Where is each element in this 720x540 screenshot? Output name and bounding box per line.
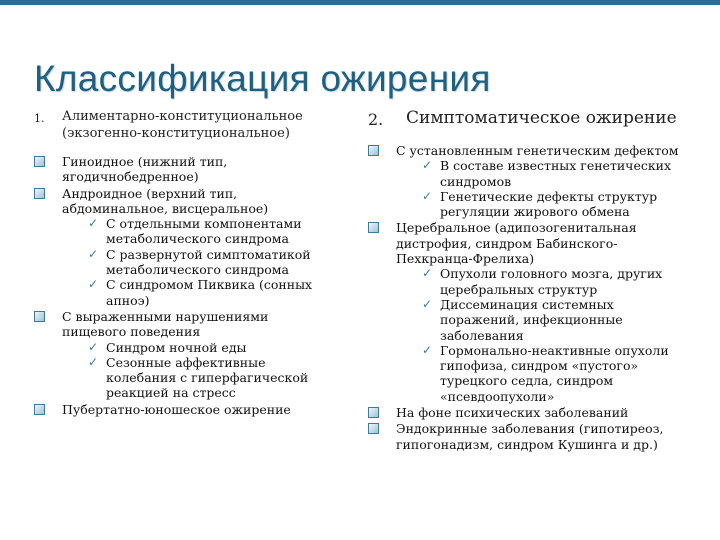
checkmark-icon: ✓: [88, 277, 99, 292]
square-bullet-icon: [368, 222, 379, 233]
left-heading-text: Алиментарно-конституциональное (экзогенно-конституциональное): [62, 109, 303, 141]
right-heading-text: Симптоматическое ожирение: [406, 108, 677, 128]
checkmark-icon: ✓: [88, 246, 99, 261]
list-item-text: С установленным генетическим дефектом: [396, 143, 679, 158]
left-heading: [34, 108, 334, 142]
left-column: [34, 108, 334, 418]
right-column: [368, 108, 688, 453]
sub-list: [62, 340, 334, 401]
sub-list: [62, 216, 334, 308]
square-bullet-icon: [34, 156, 45, 167]
sub-list: [396, 266, 688, 404]
checkmark-icon: ✓: [88, 339, 99, 354]
sub-list-item-text: С развернутой симптоматикой метаболического синдрома: [106, 246, 311, 278]
checkmark-icon: ✓: [422, 266, 433, 281]
list-item-text: Церебральное (адипозогенитальная дистрофия, синдром Бабинского-Пехкранца-Фрелиха): [396, 220, 637, 267]
square-bullet-icon: [34, 188, 45, 199]
sub-list-item-text: С синдромом Пиквика (сонных апноэ): [106, 277, 313, 308]
list-item: [368, 143, 688, 219]
sub-list: [396, 158, 688, 219]
sub-list-item-text: Синдром ночной еды: [106, 339, 247, 355]
sub-list-item-text: Диссеминация системных поражений, инфекционные заболевания: [440, 296, 623, 343]
checkmark-icon: ✓: [422, 158, 433, 173]
sub-list-item: [396, 343, 688, 404]
sub-list-item: [396, 158, 688, 189]
sub-list-item-text: Опухоли головного мозга, других церебральных структур: [440, 266, 663, 297]
list-item: [34, 154, 334, 185]
list-item-text: Эндокринные заболевания (гипотиреоз, гипогонадизм, синдром Кушинга и др.): [396, 421, 664, 452]
sub-list-item: [396, 189, 688, 220]
list-item: [368, 421, 688, 452]
checkmark-icon: ✓: [422, 188, 433, 203]
sub-list-item: [62, 277, 334, 308]
checkmark-icon: ✓: [422, 342, 433, 357]
top-rule: [0, 0, 720, 5]
list-item-text: Андроидное (верхний тип, абдоминальное, висцеральное): [62, 185, 269, 216]
checkmark-icon: ✓: [422, 296, 433, 311]
sub-list-item-text: Сезонные аффективные колебания с гиперфагической реакцией на стресс: [106, 354, 309, 401]
list-item: [368, 220, 688, 404]
list-item: [34, 309, 334, 401]
square-bullet-icon: [34, 311, 45, 322]
right-heading-number: 2.: [368, 110, 384, 129]
sub-list-item: [62, 247, 334, 278]
left-heading-number: 1.: [34, 112, 45, 125]
checkmark-icon: ✓: [88, 216, 99, 231]
right-heading: [368, 108, 688, 129]
list-item: [34, 186, 334, 308]
sub-list-item: [62, 355, 334, 401]
list-item: [34, 402, 334, 417]
sub-list-item-text: В составе известных генетических синдромов: [440, 158, 672, 189]
list-item-text: Гиноидное (нижний тип, ягодичнобедренное): [62, 154, 228, 185]
sub-list-item: [62, 216, 334, 247]
square-bullet-icon: [368, 145, 379, 156]
slide-title: Классификация ожирения: [34, 58, 491, 99]
sub-list-item-text: С отдельными компонентами метаболического синдрома: [106, 216, 302, 247]
sub-list-item: [62, 340, 334, 355]
list-item-text: С выраженными нарушениями пищевого поведения: [62, 308, 269, 340]
list-item-text: Пубертатно-юношеское ожирение: [62, 401, 291, 417]
left-list: [34, 154, 334, 417]
right-list: [368, 143, 688, 452]
sub-list-item-text: Гормонально-неактивные опухоли гипофиза, синдром «пустого» турецкого седла, синдром «псевдоопухоли»: [440, 342, 669, 404]
square-bullet-icon: [34, 404, 45, 415]
square-bullet-icon: [368, 407, 379, 418]
sub-list-item: [396, 266, 688, 297]
list-item-text: На фоне психических заболеваний: [396, 405, 629, 421]
list-item: [368, 405, 688, 420]
square-bullet-icon: [368, 423, 379, 434]
sub-list-item: [396, 297, 688, 343]
checkmark-icon: ✓: [88, 354, 99, 369]
sub-list-item-text: Генетические дефекты структур регуляции жирового обмена: [440, 188, 658, 220]
